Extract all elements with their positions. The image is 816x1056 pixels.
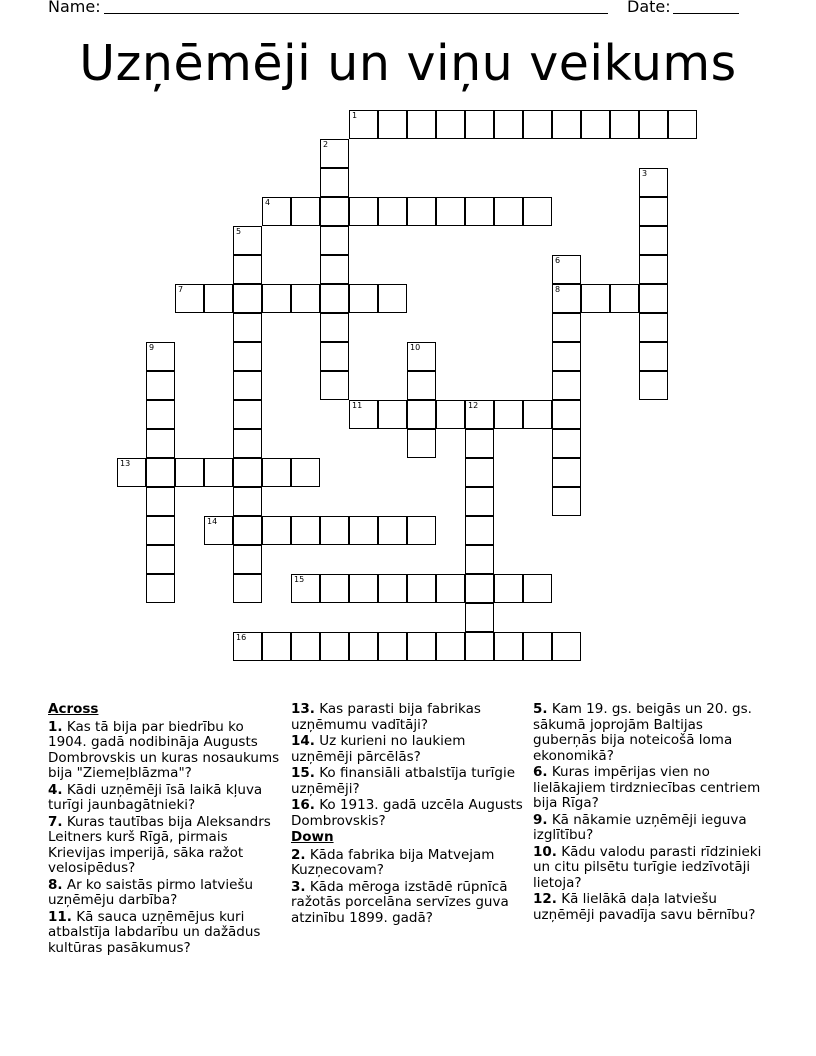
cell-number: 5 <box>236 227 242 236</box>
clue-down-9: 9. Kā nākamie uzņēmēji ieguva izglītību? <box>533 811 747 843</box>
clue-down-10: 10. Kādu valodu parasti rīdzinieki un citu pilsētu turīgie iedzīvotāji lietoja? <box>533 843 762 891</box>
grid-cell[interactable] <box>552 429 581 458</box>
grid-cell[interactable] <box>146 574 175 603</box>
grid-cell[interactable] <box>320 574 349 603</box>
clues-column-1 <box>48 702 284 957</box>
grid-cell[interactable] <box>407 400 436 429</box>
grid-cell[interactable] <box>204 516 233 545</box>
grid-cell[interactable] <box>494 574 523 603</box>
clue-down-12: 12. Kā lielākā daļa latviešu uzņēmēji pavadīja savu bērnību? <box>533 891 756 923</box>
date-label: Date: <box>627 0 671 16</box>
grid-cell[interactable] <box>146 545 175 574</box>
grid-cell[interactable] <box>494 400 523 429</box>
grid-cell[interactable] <box>407 197 436 226</box>
grid-cell[interactable] <box>436 197 465 226</box>
grid-cell[interactable] <box>407 632 436 661</box>
grid-cell[interactable] <box>146 458 175 487</box>
cell-number: 3 <box>642 169 648 178</box>
cell-number: 6 <box>555 256 561 265</box>
grid-cell[interactable] <box>436 110 465 139</box>
grid-cell[interactable] <box>117 458 146 487</box>
grid-cell[interactable] <box>581 284 610 313</box>
cell-number: 2 <box>323 140 329 149</box>
grid-cell[interactable] <box>639 110 668 139</box>
grid-cell[interactable] <box>552 371 581 400</box>
grid-cell[interactable] <box>465 516 494 545</box>
grid-cell[interactable] <box>262 284 291 313</box>
grid-cell[interactable] <box>378 632 407 661</box>
grid-cell[interactable] <box>639 168 668 197</box>
grid-cell[interactable] <box>233 313 262 342</box>
grid-cell[interactable] <box>320 168 349 197</box>
grid-cell[interactable] <box>291 458 320 487</box>
grid-cell[interactable] <box>320 632 349 661</box>
cell-number: 12 <box>468 401 479 410</box>
grid-cell[interactable] <box>175 284 204 313</box>
grid-cell[interactable] <box>233 400 262 429</box>
clue-across-15: 15. Ko finansiāli atbalstīja turīgie uzņēmēji? <box>291 765 516 797</box>
grid-cell[interactable] <box>465 197 494 226</box>
grid-cell[interactable] <box>320 139 349 168</box>
clue-across-4: 4. Kādi uzņēmēji īsā laikā kļuva turīgi jaunbagātnieki? <box>48 781 263 813</box>
cell-number: 8 <box>555 285 561 294</box>
grid-cell[interactable] <box>523 632 552 661</box>
grid-cell[interactable] <box>146 400 175 429</box>
across-heading: Across <box>48 701 99 717</box>
grid-cell[interactable] <box>320 284 349 313</box>
grid-cell[interactable] <box>610 284 639 313</box>
grid-cell[interactable] <box>494 632 523 661</box>
clue-across-1: 1. Kas tā bija par biedrību ko 1904. gadā nodibināja Augusts Dombrovskis un kuras nosaukums bija "Ziemeļblāzma"? <box>48 718 280 781</box>
grid-cell[interactable] <box>378 400 407 429</box>
grid-cell[interactable] <box>407 429 436 458</box>
grid-cell[interactable] <box>262 516 291 545</box>
down-heading: Down <box>291 829 334 845</box>
grid-cell[interactable] <box>552 487 581 516</box>
clue-down-3: 3. Kāda mēroga izstādē rūpnīcā ražotās porcelāna servīzes guva atzinību 1899. gadā? <box>291 878 509 926</box>
grid-cell[interactable] <box>494 110 523 139</box>
puzzle-title: Uzņēmēji un viņu veikums <box>79 35 737 92</box>
grid-cell[interactable] <box>465 632 494 661</box>
grid-cell[interactable] <box>639 197 668 226</box>
grid-cell[interactable] <box>291 516 320 545</box>
clues-column-3 <box>533 702 769 924</box>
grid-cell[interactable] <box>146 342 175 371</box>
grid-cell[interactable] <box>262 197 291 226</box>
clue-down-6: 6. Kuras impērijas vien no lielākajiem tirdzniecības centriem bija Rīga? <box>533 764 761 811</box>
grid-cell[interactable] <box>291 574 320 603</box>
grid-cell[interactable] <box>175 458 204 487</box>
grid-cell[interactable] <box>523 197 552 226</box>
cell-number: 10 <box>410 343 421 352</box>
grid-cell[interactable] <box>233 255 262 284</box>
grid-cell[interactable] <box>523 574 552 603</box>
grid-cell[interactable] <box>552 110 581 139</box>
grid-cell[interactable] <box>233 545 262 574</box>
grid-cell[interactable] <box>146 516 175 545</box>
cell-number: 4 <box>265 198 271 207</box>
grid-cell[interactable] <box>291 197 320 226</box>
grid-cell[interactable] <box>639 284 668 313</box>
grid-cell[interactable] <box>349 110 378 139</box>
grid-cell[interactable] <box>668 110 697 139</box>
grid-cell[interactable] <box>465 574 494 603</box>
grid-cell[interactable] <box>233 284 262 313</box>
cell-number: 15 <box>294 575 305 584</box>
grid-cell[interactable] <box>349 400 378 429</box>
grid-cell[interactable] <box>204 284 233 313</box>
grid-cell[interactable] <box>378 284 407 313</box>
grid-cell[interactable] <box>639 342 668 371</box>
grid-cell[interactable] <box>639 371 668 400</box>
grid-cell[interactable] <box>552 400 581 429</box>
grid-cell[interactable] <box>378 110 407 139</box>
clues-column-2 <box>291 702 523 927</box>
grid-cell[interactable] <box>407 110 436 139</box>
clue-across-16: 16. Ko 1913. gadā uzcēla Augusts Dombrovskis? <box>291 797 523 829</box>
grid-cell[interactable] <box>146 371 175 400</box>
grid-cell[interactable] <box>639 255 668 284</box>
grid-cell[interactable] <box>262 632 291 661</box>
clue-across-7: 7. Kuras tautības bija Aleksandrs Leitners kurš Rīgā, pirmais Krievijas imperijā, sāka ražot velosipēdus? <box>48 813 271 876</box>
grid-cell[interactable] <box>378 574 407 603</box>
grid-cell[interactable] <box>233 371 262 400</box>
cell-number: 11 <box>352 401 363 410</box>
grid-cell[interactable] <box>349 197 378 226</box>
grid-cell[interactable] <box>378 197 407 226</box>
grid-cell[interactable] <box>407 371 436 400</box>
grid-cell[interactable] <box>204 458 233 487</box>
grid-cell[interactable] <box>610 110 639 139</box>
grid-cell[interactable] <box>465 458 494 487</box>
grid-cell[interactable] <box>262 458 291 487</box>
grid-cell[interactable] <box>436 632 465 661</box>
grid-cell[interactable] <box>465 110 494 139</box>
grid-cell[interactable] <box>233 574 262 603</box>
grid-cell[interactable] <box>233 429 262 458</box>
clue-down-5: 5. Kam 19. gs. beigās un 20. gs. sākumā joprojām Baltijas guberņās bija noteicošā loma ekonomikā? <box>533 701 752 764</box>
grid-cell[interactable] <box>465 603 494 632</box>
grid-cell[interactable] <box>146 429 175 458</box>
grid-cell[interactable] <box>291 284 320 313</box>
clue-across-14: 14. Uz kurieni no laukiem uzņēmēji pārcēlās? <box>291 733 466 765</box>
grid-cell[interactable] <box>291 632 320 661</box>
grid-cell[interactable] <box>465 429 494 458</box>
grid-cell[interactable] <box>465 545 494 574</box>
grid-cell[interactable] <box>320 255 349 284</box>
clue-across-13: 13. Kas parasti bija fabrikas uzņēmumu vadītāji? <box>291 701 481 733</box>
grid-cell[interactable] <box>436 400 465 429</box>
grid-cell[interactable] <box>349 632 378 661</box>
grid-cell[interactable] <box>320 313 349 342</box>
grid-cell[interactable] <box>552 313 581 342</box>
grid-cell[interactable] <box>233 458 262 487</box>
grid-cell[interactable] <box>233 342 262 371</box>
grid-cell[interactable] <box>552 284 581 313</box>
grid-cell[interactable] <box>146 487 175 516</box>
grid-cell[interactable] <box>233 632 262 661</box>
grid-cell[interactable] <box>639 313 668 342</box>
grid-cell[interactable] <box>349 516 378 545</box>
grid-cell[interactable] <box>552 458 581 487</box>
grid-cell[interactable] <box>407 516 436 545</box>
grid-cell[interactable] <box>378 516 407 545</box>
grid-cell[interactable] <box>233 487 262 516</box>
grid-cell[interactable] <box>349 284 378 313</box>
cell-number: 1 <box>352 111 358 120</box>
cell-number: 7 <box>178 285 184 294</box>
grid-cell[interactable] <box>436 574 465 603</box>
cell-number: 14 <box>207 517 218 526</box>
grid-cell[interactable] <box>320 371 349 400</box>
grid-cell[interactable] <box>320 197 349 226</box>
cell-number: 16 <box>236 633 247 642</box>
grid-cell[interactable] <box>465 400 494 429</box>
grid-cell[interactable] <box>552 255 581 284</box>
grid-cell[interactable] <box>494 197 523 226</box>
grid-cell[interactable] <box>233 226 262 255</box>
grid-cell[interactable] <box>552 342 581 371</box>
grid-cell[interactable] <box>407 574 436 603</box>
grid-cell[interactable] <box>465 487 494 516</box>
grid-cell[interactable] <box>523 400 552 429</box>
clue-across-8: 8. Ar ko saistās pirmo latviešu uzņēmēju darbība? <box>48 876 254 908</box>
clue-across-11: 11. Kā sauca uzņēmējus kuri atbalstīja labdarību un dažādus kultūras pasākumus? <box>48 908 261 956</box>
grid-cell[interactable] <box>407 342 436 371</box>
grid-cell[interactable] <box>320 226 349 255</box>
grid-cell[interactable] <box>639 226 668 255</box>
cell-number: 9 <box>149 343 155 352</box>
grid-cell[interactable] <box>552 632 581 661</box>
clue-down-2: 2. Kāda fabrika bija Matvejam Kuzņecovam? <box>291 846 495 878</box>
grid-cell[interactable] <box>523 110 552 139</box>
grid-cell[interactable] <box>581 110 610 139</box>
grid-cell[interactable] <box>320 342 349 371</box>
grid-cell[interactable] <box>349 574 378 603</box>
grid-cell[interactable] <box>320 516 349 545</box>
name-label: Name: <box>48 0 101 16</box>
cell-number: 13 <box>120 459 131 468</box>
grid-cell[interactable] <box>233 516 262 545</box>
